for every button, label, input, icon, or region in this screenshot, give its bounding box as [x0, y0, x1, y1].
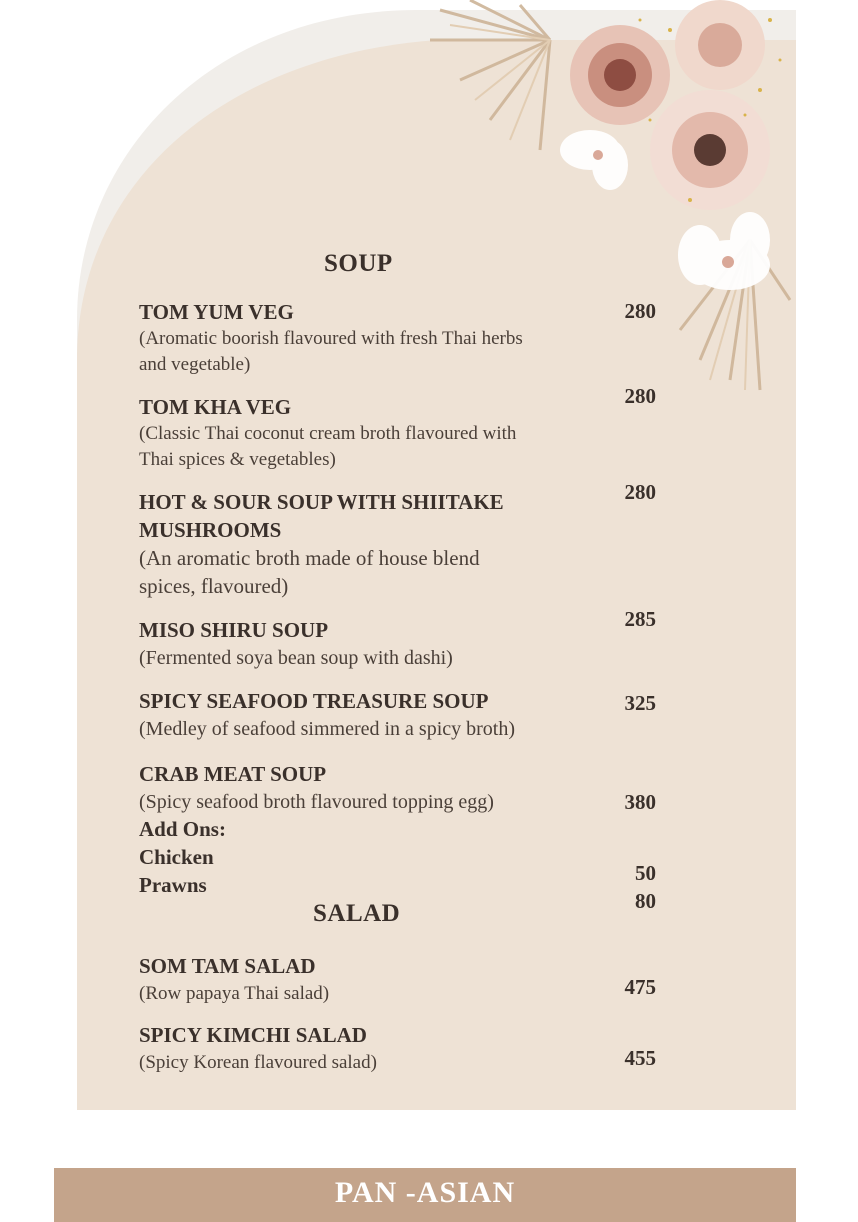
section-banner-title: PAN -ASIAN — [334, 1176, 516, 1209]
menu-item-desc: Thai spices & vegetables) — [139, 449, 336, 470]
addon-price: 50 — [635, 861, 656, 885]
menu-item-price: 285 — [624, 607, 656, 631]
menu-item-price: 280 — [624, 299, 656, 323]
menu-item-name: SOM TAM SALAD — [139, 954, 316, 978]
addon-name: Prawns — [139, 873, 207, 897]
addons-label: Add Ons: — [139, 817, 226, 841]
menu-item-name: SPICY SEAFOOD TREASURE SOUP — [139, 689, 489, 713]
menu-item-name: TOM KHA VEG — [139, 395, 292, 419]
salad-heading: SALAD — [313, 900, 401, 927]
menu-item-desc: (Fermented soya bean soup with dashi) — [139, 647, 453, 669]
menu-item-desc: (An aromatic broth made of house blend — [139, 546, 480, 570]
menu-item-name: CRAB MEAT SOUP — [139, 762, 327, 786]
section-banner — [54, 1168, 796, 1222]
menu-item-price: 325 — [624, 691, 656, 715]
menu-item-name: MISO SHIRU SOUP — [139, 618, 329, 642]
menu-item-name: TOM YUM VEG — [139, 300, 294, 324]
menu-item-desc: (Aromatic boorish flavoured with fresh Thai herbs — [139, 328, 523, 349]
soup-heading: SOUP — [324, 250, 393, 277]
menu-item-name: SPICY KIMCHI SALAD — [139, 1023, 367, 1047]
menu-item-desc: spices, flavoured) — [139, 574, 289, 598]
menu-item-name: HOT & SOUR SOUP WITH SHIITAKE — [139, 490, 504, 514]
menu-item-desc: (Row papaya Thai salad) — [139, 983, 330, 1004]
menu-item-price: 280 — [624, 384, 656, 408]
addon-price: 80 — [635, 889, 656, 913]
menu-item-price: 455 — [624, 1046, 656, 1070]
addon-name: Chicken — [139, 845, 214, 869]
menu-item-price: 380 — [624, 790, 656, 814]
menu-item-price: 280 — [624, 480, 656, 504]
menu-item-desc: (Classic Thai coconut cream broth flavoured with — [139, 423, 517, 444]
menu-item-desc: and vegetable) — [139, 354, 251, 375]
menu-item-desc: (Spicy seafood broth flavoured topping egg) — [139, 791, 494, 813]
menu-item-name: MUSHROOMS — [139, 518, 282, 542]
menu-item-desc: (Spicy Korean flavoured salad) — [139, 1052, 377, 1073]
menu-item-desc: (Medley of seafood simmered in a spicy broth) — [139, 718, 516, 740]
menu-item-price: 475 — [624, 975, 656, 999]
